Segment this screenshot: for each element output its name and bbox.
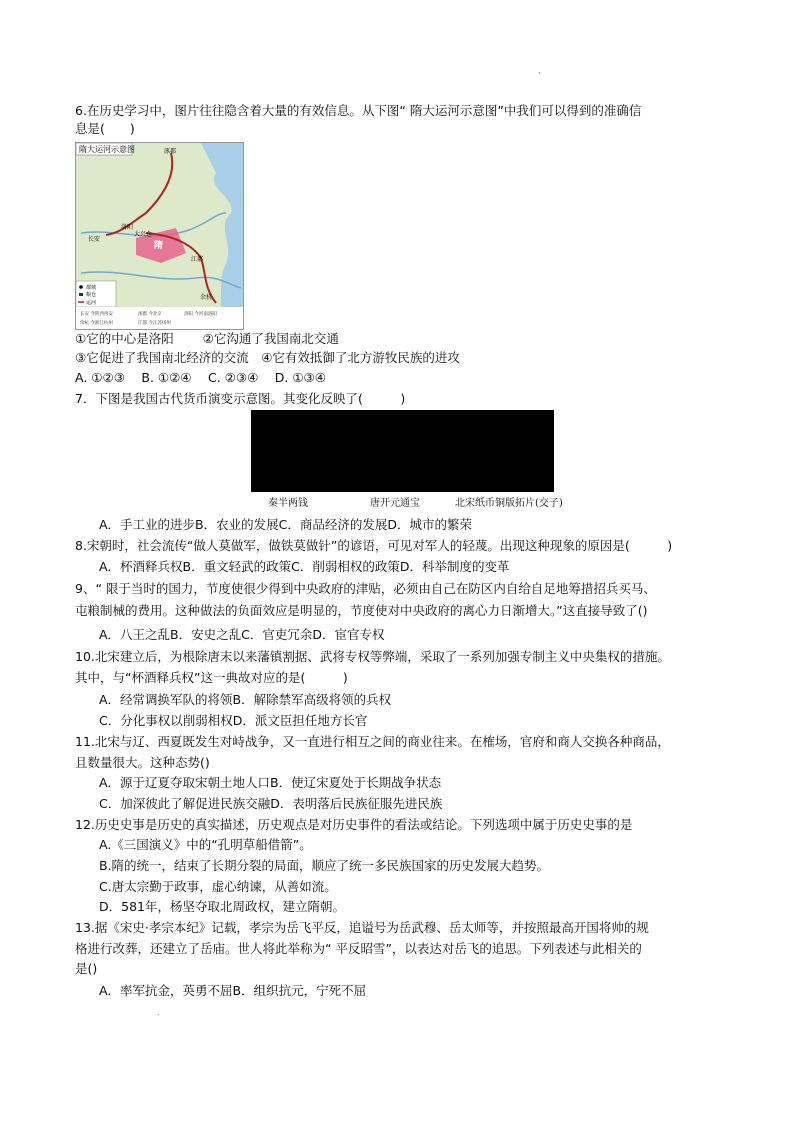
map-label-zhuojun: 涿郡 <box>164 148 177 155</box>
q9-stem-line2: 屯粮制械的费用。这种做法的负面效应是明显的，节度使对中央政府的离心力日渐增大。”这直接导致了() <box>75 603 648 618</box>
map-label-daxingcang: 大兴仓 <box>134 231 153 238</box>
map-label-luoyang: 洛阳 <box>121 224 134 231</box>
q13-stem-line1: 13.据《宋史·孝宗本纪》记载，孝宗为岳飞平反，追谥号为岳武穆、岳太师等，并按照最高开国将帅的规 <box>75 920 649 935</box>
grand-canal-map <box>75 142 244 330</box>
q6-choices: A. ①②③ B. ①②④ C. ②③④ D. ①③④ <box>75 370 326 385</box>
q13-choices-ab: A．率军抗金，英勇不屈B．组织抗元，宁死不屈 <box>99 983 367 998</box>
map-note-1: 长安 今陕西西安 <box>80 312 113 317</box>
map-label-yuhang: 余杭 <box>200 294 213 301</box>
map-note-3: 洛阳 今河南洛阳 <box>184 312 217 317</box>
q6-statements-line1: ①它的中心是洛阳 ②它沟通了我国南北交通 <box>75 331 339 346</box>
q8-stem: 8.宋朝时，社会流传“做人莫做军，做铁莫做针”的谚语，可见对军人的轻蔑。出现这种现象的原因是( ) <box>75 538 673 553</box>
map-note-4: 余杭 今浙江杭州 <box>80 321 113 326</box>
q10-stem-line1: 10.北宋建立后，为根除唐末以来藩镇割据、武将专权等弊端，采取了一系列加强专制主义中央集权的措施。 <box>75 649 670 664</box>
q12-option-a: A.《三国演义》中的“孔明草船借箭”。 <box>99 837 312 852</box>
q10-choices-cd: C．分化事权以削弱相权D．派文臣担任地方长官 <box>99 713 368 728</box>
legend-granary: 粮仓 <box>86 292 97 298</box>
q11-choices-ab: A．源于辽夏夺取宋朝土地人口B．使辽宋夏处于长期战争状态 <box>99 775 442 790</box>
legend-capital: 都城 <box>86 285 97 291</box>
q7-stem: 7．下图是我国古代货币演变示意图。其变化反映了( ) <box>75 391 406 406</box>
caption-qin-banliang: 秦半两钱 <box>268 498 308 509</box>
footer-dot: . <box>157 1008 160 1017</box>
q12-option-c: C.唐太宗勤于政事，虚心纳谏，从善如流。 <box>99 879 337 894</box>
q10-choices-ab: A．经常调换军队的将领B．解除禁军高级将领的兵权 <box>99 692 392 707</box>
q10-stem-line2: 其中，与“杯酒释兵权”这一典故对应的是( ) <box>75 670 348 685</box>
map-note-5: 江都 今江苏扬州 <box>138 321 171 326</box>
q6-stem-line2: 息是( ) <box>75 121 135 136</box>
caption-jiaozi: 北宋纸币铜版拓片(交子) <box>455 498 563 509</box>
map-label-changan: 长安 <box>88 236 101 243</box>
q8-choices: A．杯酒释兵权B．重文轻武的政策C．削弱相权的政策D．科举制度的变革 <box>99 559 510 574</box>
q13-stem-line2: 格进行改葬，还建立了岳庙。世人将此举称为“ 平反昭雪”，以表达对岳飞的追思。下列表述与此相关的 <box>75 941 642 956</box>
currency-evolution-image <box>251 410 554 492</box>
q11-choices-cd: C．加深彼此了解促进民族交融D．表明落后民族征服先进民族 <box>99 796 443 811</box>
q11-stem-line2: 且数量很大。这种态势() <box>75 755 210 770</box>
q9-choices: A．八王之乱B．安史之乱C．官吏冗余D．宦官专权 <box>99 627 385 642</box>
map-note-2: 涿郡 今北京 <box>138 312 162 317</box>
legend-canal: 运河 <box>86 300 97 306</box>
q12-stem: 12.历史史事是历史的真实描述，历史观点是对历史事件的看法或结论。下列选项中属于历史史事的是 <box>75 817 633 832</box>
q12-option-d: D．581年，杨坚夺取北周政权，建立隋朝。 <box>99 899 345 914</box>
q6-statements-line2: ③它促进了我国南北经济的交流 ④它有效抵御了北方游牧民族的进攻 <box>75 350 460 365</box>
q13-stem-line3: 是() <box>75 961 98 976</box>
caption-kaiyuan-tongbao: 唐开元通宝 <box>370 498 420 509</box>
q6-stem-line1: 6.在历史学习中，图片往往隐含着大量的有效信息。从下图“ 隋大运河示意图”中我们可以得到的准确信 <box>75 103 642 118</box>
header-dot: . <box>538 66 541 75</box>
map-title: 隋大运河示意图 <box>79 145 135 154</box>
q7-choices: A．手工业的进步B．农业的发展C．商品经济的发展D．城市的繁荣 <box>99 517 472 532</box>
q12-option-b: B.隋的统一，结束了长期分裂的局面，顺应了统一多民族国家的历史发展大趋势。 <box>99 858 550 873</box>
q9-stem-line1: 9、“ 限于当时的国力，节度使很少得到中央政府的津贴，必须由自己在防区内自给自足地筹措招兵买马、 <box>75 581 656 596</box>
map-label-jiangdu: 江都 <box>191 256 204 263</box>
q11-stem-line1: 11.北宋与辽、西夏既发生对峙战争，又一直进行相互之间的商业往来。在榷场，官府和商人交换各种商品， <box>75 734 670 749</box>
map-label-sui: 隋 <box>154 241 164 251</box>
